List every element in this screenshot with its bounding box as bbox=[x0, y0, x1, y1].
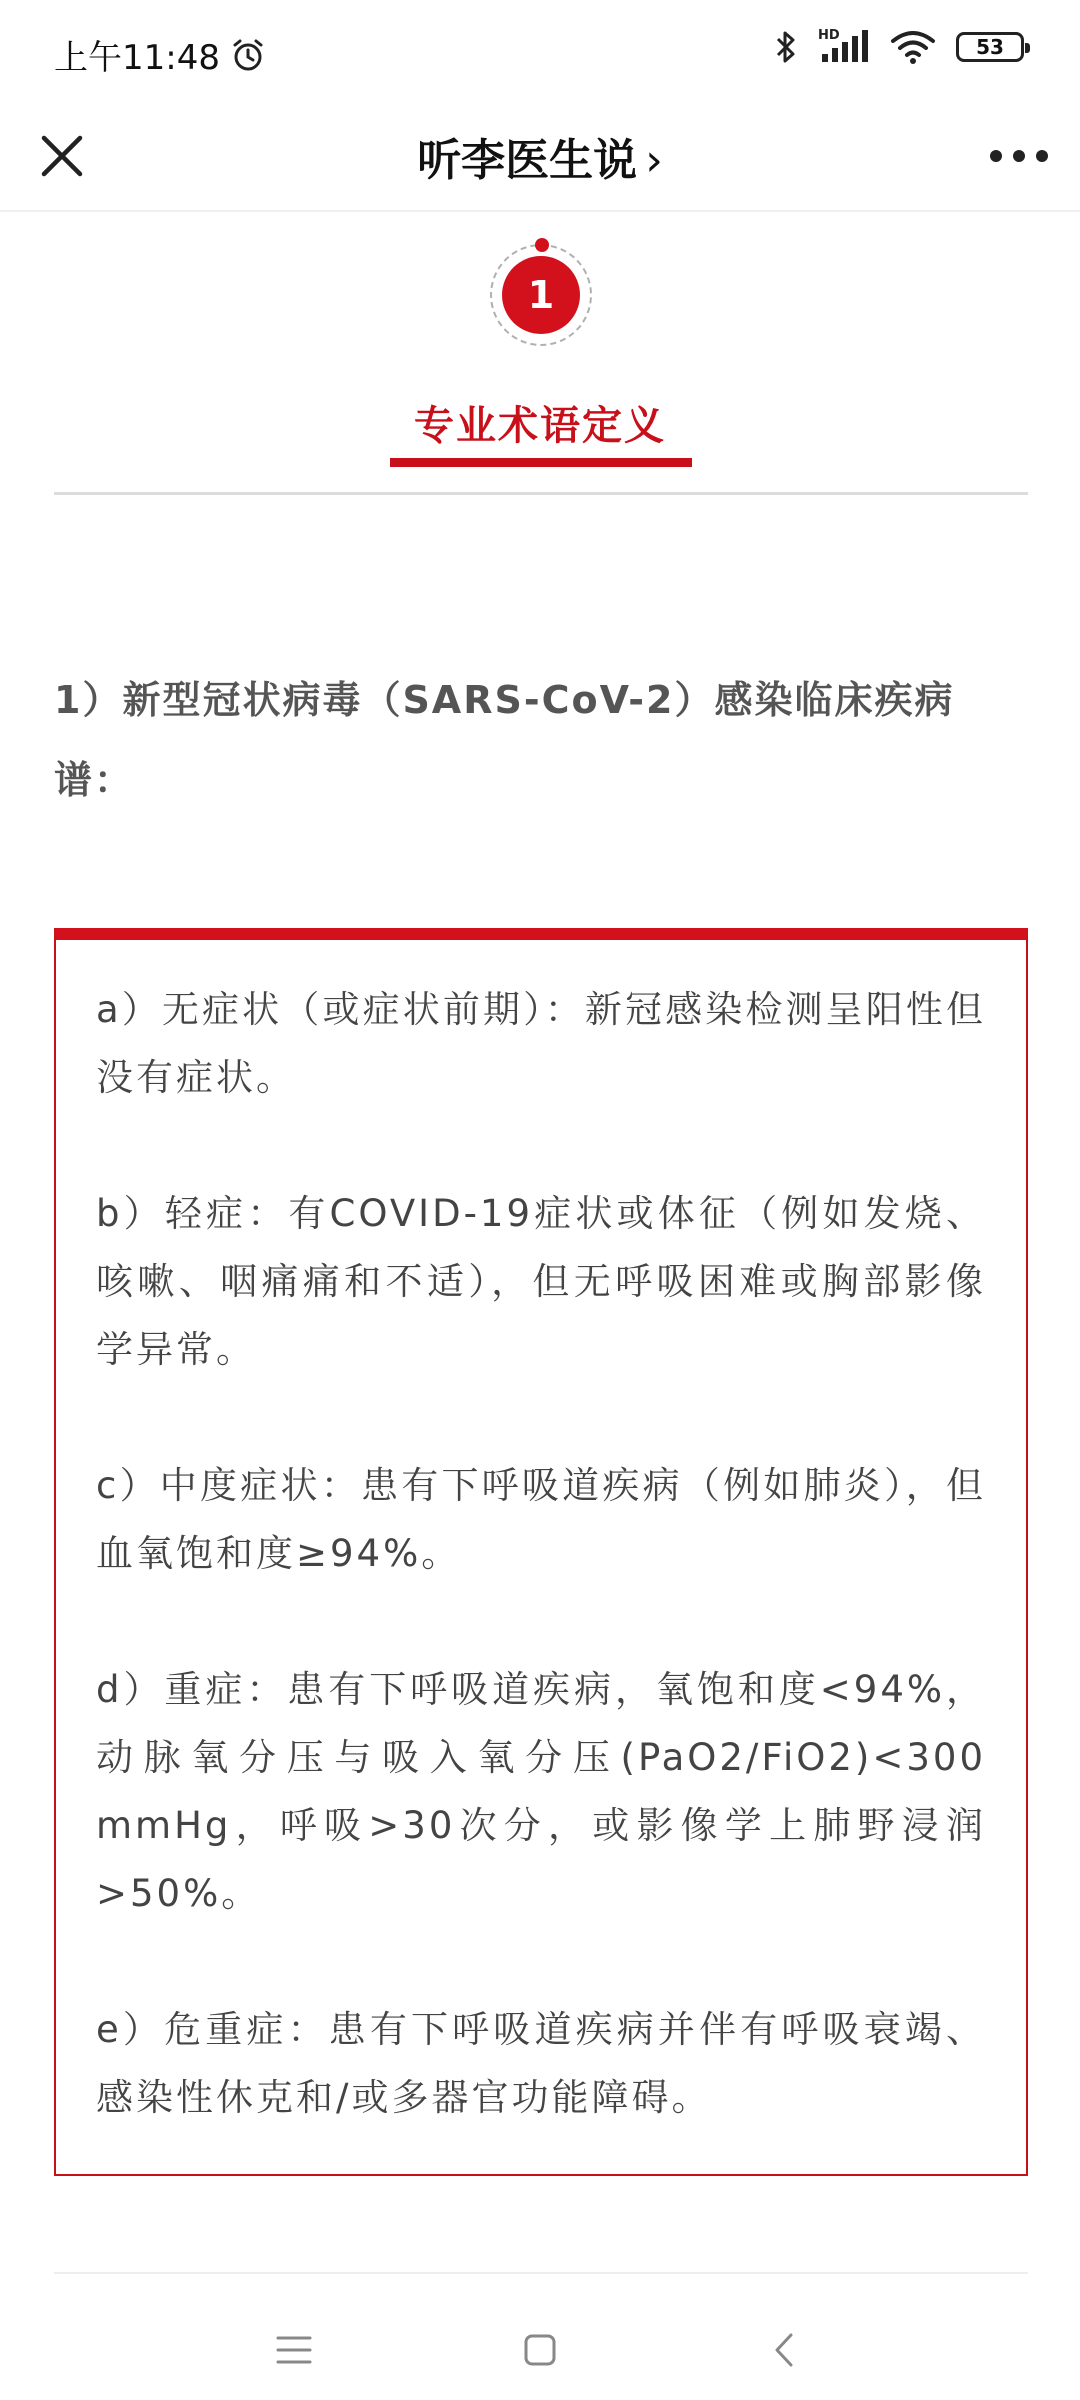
back-button[interactable] bbox=[752, 2318, 816, 2382]
more-button[interactable] bbox=[984, 124, 1054, 188]
more-icon-dot bbox=[1013, 150, 1025, 162]
definition-item: c）中度症状：患有下呼吸道疾病（例如肺炎），但血氧饱和度≥94%。 bbox=[96, 1464, 986, 1575]
page-title: 听李医生说 bbox=[417, 135, 638, 186]
definition-item: d）重症：患有下呼吸道疾病，氧饱和度<94%，动脉氧分压与吸入氧分压(PaO2/FiO2)<300 mmHg，呼吸>30次分，或影像学上肺野浸润>50%。 bbox=[96, 1668, 986, 1915]
definition-item: b）轻症：有COVID-19症状或体征（例如发烧、咳嗽、咽痛痛和不适），但无呼吸困难或胸部影像学异常。 bbox=[96, 1192, 986, 1371]
nav-bar bbox=[0, 100, 1080, 212]
status-time: 上午11:48 bbox=[54, 38, 220, 78]
network-label: HD bbox=[818, 28, 840, 43]
section-number-badge bbox=[490, 244, 592, 346]
section-number: 1 bbox=[502, 256, 580, 334]
badge-dot bbox=[535, 238, 549, 252]
home-icon bbox=[522, 2332, 558, 2368]
more-icon-dot bbox=[1036, 150, 1048, 162]
status-icons bbox=[774, 28, 1024, 66]
home-button[interactable] bbox=[508, 2318, 572, 2382]
system-nav-bar bbox=[0, 2300, 1080, 2400]
article-heading: 1）新型冠状病毒（SARS-CoV-2）感染临床疾病谱： bbox=[54, 678, 955, 802]
account-title-link[interactable] bbox=[0, 124, 1080, 188]
wifi-icon bbox=[890, 29, 936, 65]
signal-icon bbox=[818, 28, 870, 66]
alarm-icon bbox=[230, 37, 266, 73]
back-icon bbox=[769, 2330, 799, 2370]
menu-button[interactable] bbox=[262, 2318, 326, 2382]
status-time-group bbox=[54, 30, 266, 79]
battery-level: 53 bbox=[976, 35, 1004, 59]
section-title-underline bbox=[390, 458, 692, 467]
battery-icon bbox=[956, 32, 1024, 62]
chevron-right-icon: › bbox=[645, 135, 663, 186]
status-bar bbox=[0, 0, 1080, 100]
definition-item: a）无症状（或症状前期）：新冠感染检测呈阳性但没有症状。 bbox=[96, 988, 986, 1099]
bottom-divider bbox=[54, 2272, 1028, 2274]
more-icon-dot bbox=[990, 150, 1002, 162]
definition-item: e）危重症：患有下呼吸道疾病并伴有呼吸衰竭、感染性休克和/或多器官功能障碍。 bbox=[96, 2008, 986, 2119]
bluetooth-icon bbox=[774, 28, 798, 66]
section-divider bbox=[54, 492, 1028, 495]
section-title: 专业术语定义 bbox=[414, 403, 666, 449]
definitions-box bbox=[54, 928, 1028, 2176]
menu-icon bbox=[274, 2333, 314, 2367]
